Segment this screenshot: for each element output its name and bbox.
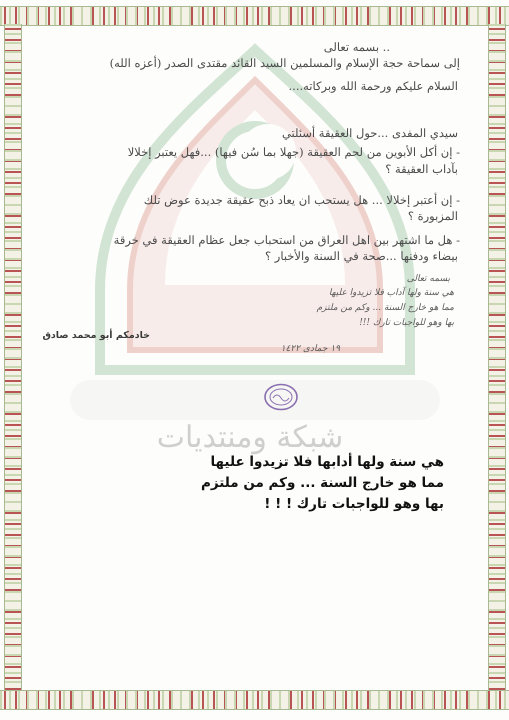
- seal-stamp-icon: [264, 383, 298, 411]
- letter-subject: سيدي المفدى ...حول العقيقة أسئلتي: [281, 126, 458, 140]
- question-2-line-1: - إن أعتبر إخلالا ... هل يستحب ان يعاد ذبح عقيقة جديدة عوض تلك: [143, 193, 460, 207]
- letter-greeting: السلام عليكم ورحمة الله وبركاته....: [288, 79, 458, 93]
- question-3-line-1: - هل ما اشتهر بين اهل العراق من استحباب جعل عظام العقيقة في خرقة: [113, 233, 460, 247]
- handwritten-reply-date: ١٩ جمادى ١٤٢٢: [280, 344, 340, 354]
- decorative-border-left: [4, 24, 22, 690]
- answer-line-3: بها وهو للواجبات تارك ! ! !: [264, 496, 444, 512]
- handwritten-reply-line-3: مما هو خارج السنة ... وكم من ملتزم: [316, 303, 454, 313]
- handwritten-reply-line-2: هي سنة ولها آداب فلا تزيدوا عليها: [328, 288, 454, 298]
- signature: خادمكم أبو محمد صادق: [42, 330, 150, 341]
- decorative-border-top: [0, 6, 509, 26]
- letter-addressee: إلى سماحة حجة الإسلام والمسلمين السيد القائد مقتدى الصدر (أعزه الله): [109, 56, 460, 70]
- answer-line-1: هي سنة ولها أدابها فلا تزيدوا عليها: [210, 454, 444, 470]
- handwritten-reply-line-1: بسمه تعالى: [406, 274, 450, 284]
- letter-salutation: .. بسمه تعالى: [323, 40, 390, 54]
- decorative-border-right: [488, 24, 506, 690]
- answer-line-2: مما هو خارج السنة ... وكم من ملتزم: [200, 475, 444, 491]
- decorative-border-bottom: [0, 690, 509, 710]
- question-1-line-1: - إن أكل الأبوين من لحم العقيقة (جهلا بما سُن فيها) ...فهل يعتبر إخلالا: [127, 145, 460, 159]
- question-2-line-2: المزبورة ؟: [407, 209, 458, 223]
- handwritten-reply-line-4: بها وهو للواجبات تارك !!!: [359, 318, 454, 328]
- question-1-line-2: بآداب العقيقة ؟: [385, 162, 458, 176]
- watermark-caption: شبكة ومنتديات: [156, 420, 344, 455]
- question-3-line-2: بيضاء ودفنها ...صحة في السنة والأخبار ؟: [265, 249, 458, 263]
